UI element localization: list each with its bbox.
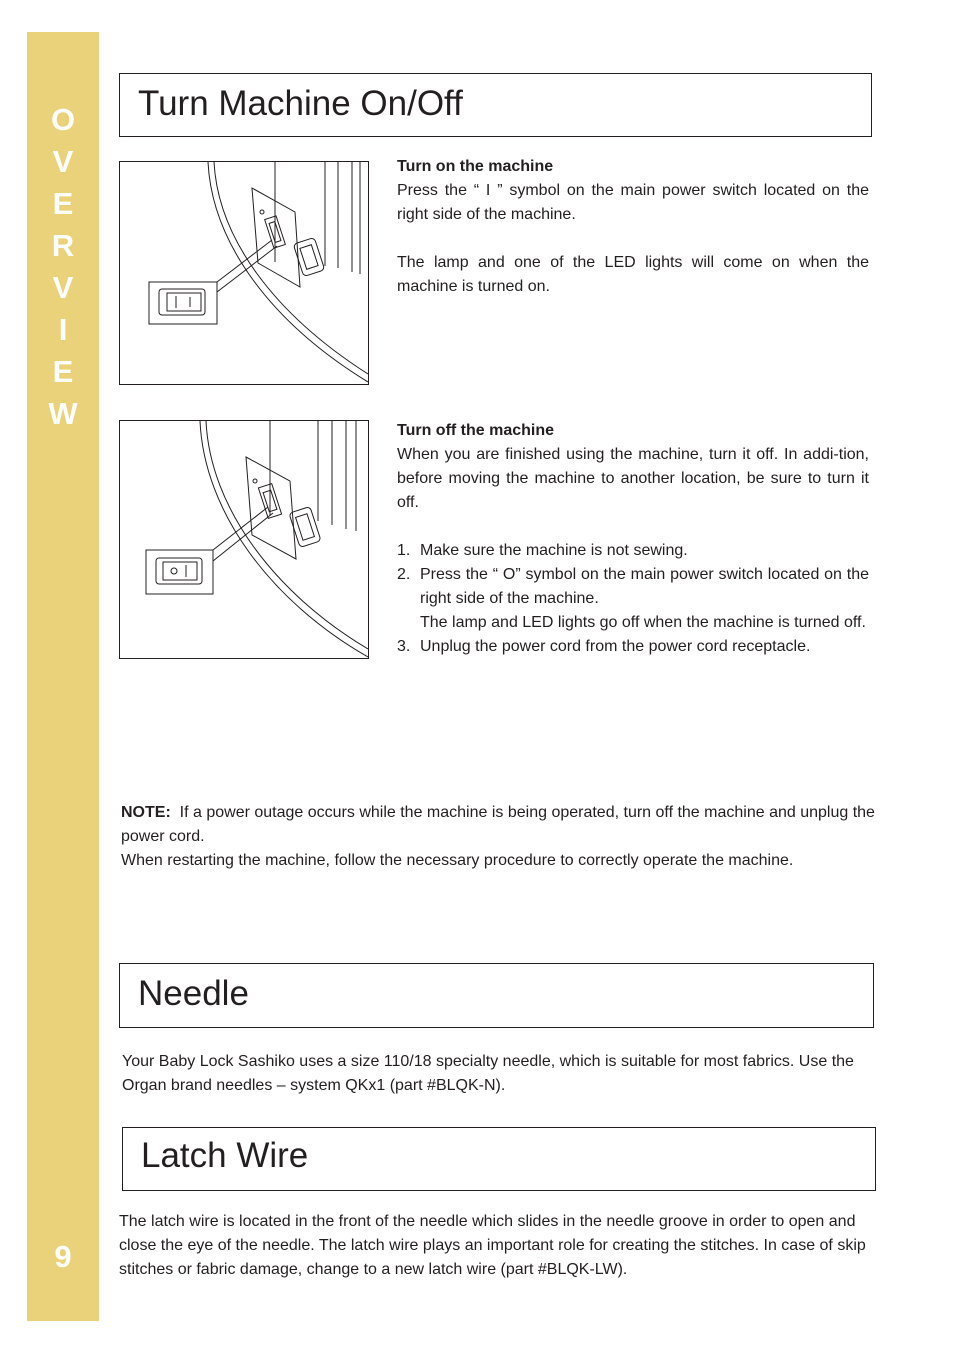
latch-wire-description: The latch wire is located in the front of the needle which slides in the needle groove in order to open and close the eye of the needle. The latch wire plays an important role for creating the stitches. In case of skip stitches or fabric damage, change to a new latch wire (part #BLQK-LW). [119,1213,866,1278]
switch-on-illustration [119,161,369,385]
tab-letter: E [52,186,74,221]
tab-letter: V [52,270,74,305]
tab-letter: V [52,144,74,179]
tab-letter: I [58,312,68,347]
note-label: NOTE: [121,804,171,821]
turn-off-instructions [397,419,869,659]
power-section-title: Turn Machine On/Off [138,84,463,123]
latch-wire-section-title: Latch Wire [141,1136,309,1175]
tab-letter: W [48,396,78,431]
power-section-heading [119,73,872,137]
page-number: 9 [54,1239,72,1274]
latch-wire-section-heading [122,1127,876,1191]
turn-on-paragraph: The lamp and one of the LED lights will come on when the machine is turned on. [397,254,869,295]
note-text: When restarting the machine, follow the necessary procedure to correctly operate the machine. [121,852,794,869]
turn-on-instructions [397,155,869,299]
needle-section-title: Needle [138,974,249,1013]
turn-off-intro: When you are finished using the machine, turn it off. In addi-tion, before moving the machine to another location, be sure to turn it off. [397,446,869,511]
switch-off-illustration [119,420,369,659]
section-tab [27,32,99,1321]
list-item: 2. Press the “ O” symbol on the main power switch located on the right side of the machine. The lamp and LED lights go off when the machine is turned off. [397,566,869,631]
turn-off-steps [397,539,869,659]
tab-letter: R [51,228,75,263]
note-text: If a power outage occurs while the machine is being operated, turn off the machine and unplug the power cord. [121,804,875,845]
list-item: 1. Make sure the machine is not sewing. [397,542,688,559]
power-outage-note [121,801,881,873]
turn-on-heading: Turn on the machine [397,158,554,175]
needle-description: Your Baby Lock Sashiko uses a size 110/18 specialty needle, which is suitable for most fabrics. Use the Organ brand needles – system QKx1 (part #BLQK-N). [122,1053,854,1094]
turn-on-paragraph: Press the “ I ” symbol on the main power switch located on the right side of the machine. [397,182,869,223]
tab-letter: E [52,354,74,389]
turn-off-heading: Turn off the machine [397,422,555,439]
tab-letter: O [50,102,76,137]
list-item: 3. Unplug the power cord from the power cord receptacle. [397,638,811,655]
needle-section-heading [119,963,874,1028]
